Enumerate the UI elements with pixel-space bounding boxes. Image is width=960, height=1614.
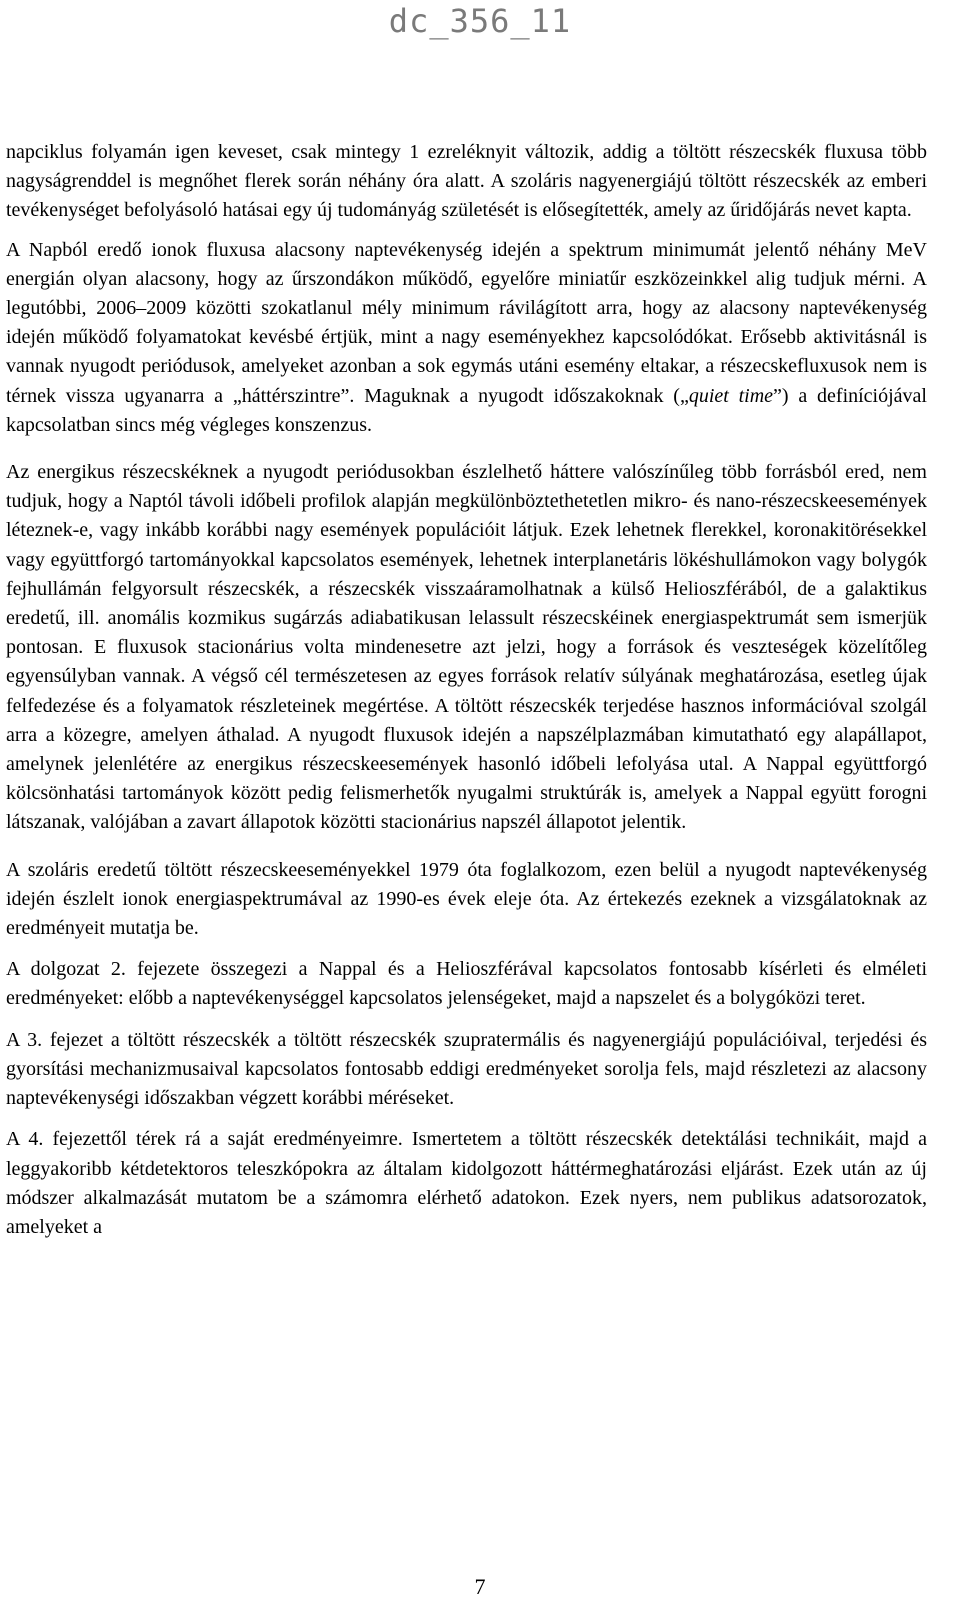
paragraph-6-text: A 3. fejezet a töltött részecskék a töltött részecskék szupratermális és nagyenergiájú populációival, terjedési és gyorsítási mechanizmusaival kapcsolatos fontosabb eddigi eredményeket sorolja fels, majd részletezi az alacsony naptevékenységi időszakban végzett korábbi méréseket. — [6, 1028, 927, 1110]
paragraph-3 — [6, 458, 927, 838]
paragraph-5-text: A dolgozat 2. fejezete összegezi a Nappal és a Helioszférával kapcsolatos fontosabb kísérleti és elméleti eredményeket: előbb a naptevékenységgel kapcsolatos jelenségeket, majd a napszelet és a bolygóközi teret. — [6, 958, 927, 1010]
paragraph-5 — [6, 955, 927, 1013]
paragraph-2-text-b: ”) a definíciójával kapcsolatban sincs még végleges konszenzus. — [6, 384, 927, 436]
paragraph-7-text: A 4. fejezettől térek rá a saját eredményeimre. Ismertetem a töltött részecskék detektálási technikáit, majd a leggyakoribb kétdetektoros teleszkópokra az általam kidolgozott háttérmeghatározási eljárást. Ezek után az új módszer alkalmazását mutatom be a számomra elérhető adatokon. Ezek nyers, nem publikus adatsorozatok, amelyeket a — [6, 1128, 927, 1238]
paragraph-1-text: napciklus folyamán igen keveset, csak mintegy 1 ezreléknyit változik, addig a töltött részecskék fluxusa több nagyságrenddel is megnőhet flerek során néhány óra alatt. A szoláris nagyenergiájú töltött részecskék az emberi tevékenységet befolyásoló hatásai egy új tudományág születését is elősegítették, amely az űridőjárás nevet kapta. — [6, 141, 927, 222]
paragraph-1 — [6, 138, 927, 226]
paragraph-4 — [6, 856, 927, 944]
page-number: 7 — [474, 1574, 486, 1599]
body-text — [6, 138, 927, 1260]
paragraph-6 — [6, 1026, 927, 1114]
paragraph-2-text-a: A Napból eredő ionok fluxusa alacsony naptevékenység idején a spektrum minimumát jelentő néhány MeV energián olyan alacsony, hogy az űrszondákon működő, egyelőre miniatűr eszközeinkkel alig tudjuk mérni. A legutóbbi, 2006–2009 közötti szokatlanul mély minimum rávilágított arra, hogy az alacsony naptevékenység idején működő folyamatokat kevésbé értjük, mint a nagy eseményekhez kapcsolódókat. Erősebb aktivitásnál is vannak nyugodt periódusok, amelyeket azonban a sok egymás utáni esemény eltakar, a részecskefluxusok nem is térnek vissza ugyanarra a „háttérszintre”. Maguknak a nyugodt időszakoknak („ — [6, 238, 927, 407]
quiet-time-term: quiet time — [688, 384, 774, 407]
paragraph-4-text: A szoláris eredetű töltött részecskeeseményekkel 1979 óta foglalkozom, ezen belül a nyugodt naptevékenység idején észlelt ionok energiaspektrumával az 1990-es évek eleje óta. Az értekezés ezeknek a vizsgálatoknak az eredményeit mutatja be. — [6, 858, 927, 940]
paragraph-7 — [6, 1125, 927, 1242]
paragraph-2 — [6, 236, 927, 440]
paragraph-3-text: Az energikus részecskéknek a nyugodt periódusokban észlelhető háttere valószínűleg több forrásból ered, nem tudjuk, hogy a Naptól távoli időbeli profilok alapján megkülönböztethetetlen mikro- és nano-részecskeesemények léteznek-e, vagy inkább korábbi nagy események populációit látjuk. Ezek lehetnek flerekkel, koronakitörésekkel vagy együttforgó tartományokkal kapcsolatos események, lehetnek interplanetáris lökéshullámokon vagy bolygók fejhullámán felgyorsult részecskék, a részecskék visszaáramolhatnak a külső Helioszférából, de a galaktikus eredetű, ill. anomális kozmikus sugárzás adiabatikusan lelassult részecskéinek energiaspektrumát sem ismerjük pontosan. E fluxusok stacionárius volta mindenesetre azt jelzi, hogy a források és veszteségek közelítőleg egyensúlyban vannak. A végső cél természetesen az egyes források relatív súlyának meghatározása, esetleg újak felfedezése és a folyamatok részleteinek megértése. A töltött részecskék terjedése hasznos információval szolgál arra a közegre, amelyen áthalad. A nyugodt fluxusok idején a napszélplazmában kimutatható egy alapállapot, amelynek jelenlétére az energikus részecskeesemények hasonló időbeli lefolyása utal. A Nappal együttforgó kölcsönhatási tartományok között pedig felismerhetők nyugalmi struktúrák is, amelyek a Nappal együtt forogni látszanak, valójában a zavart állapotok közötti stacionárius napszél állapotot jelentik. — [6, 461, 927, 834]
document-id-header: dc_356_11 — [388, 2, 572, 40]
